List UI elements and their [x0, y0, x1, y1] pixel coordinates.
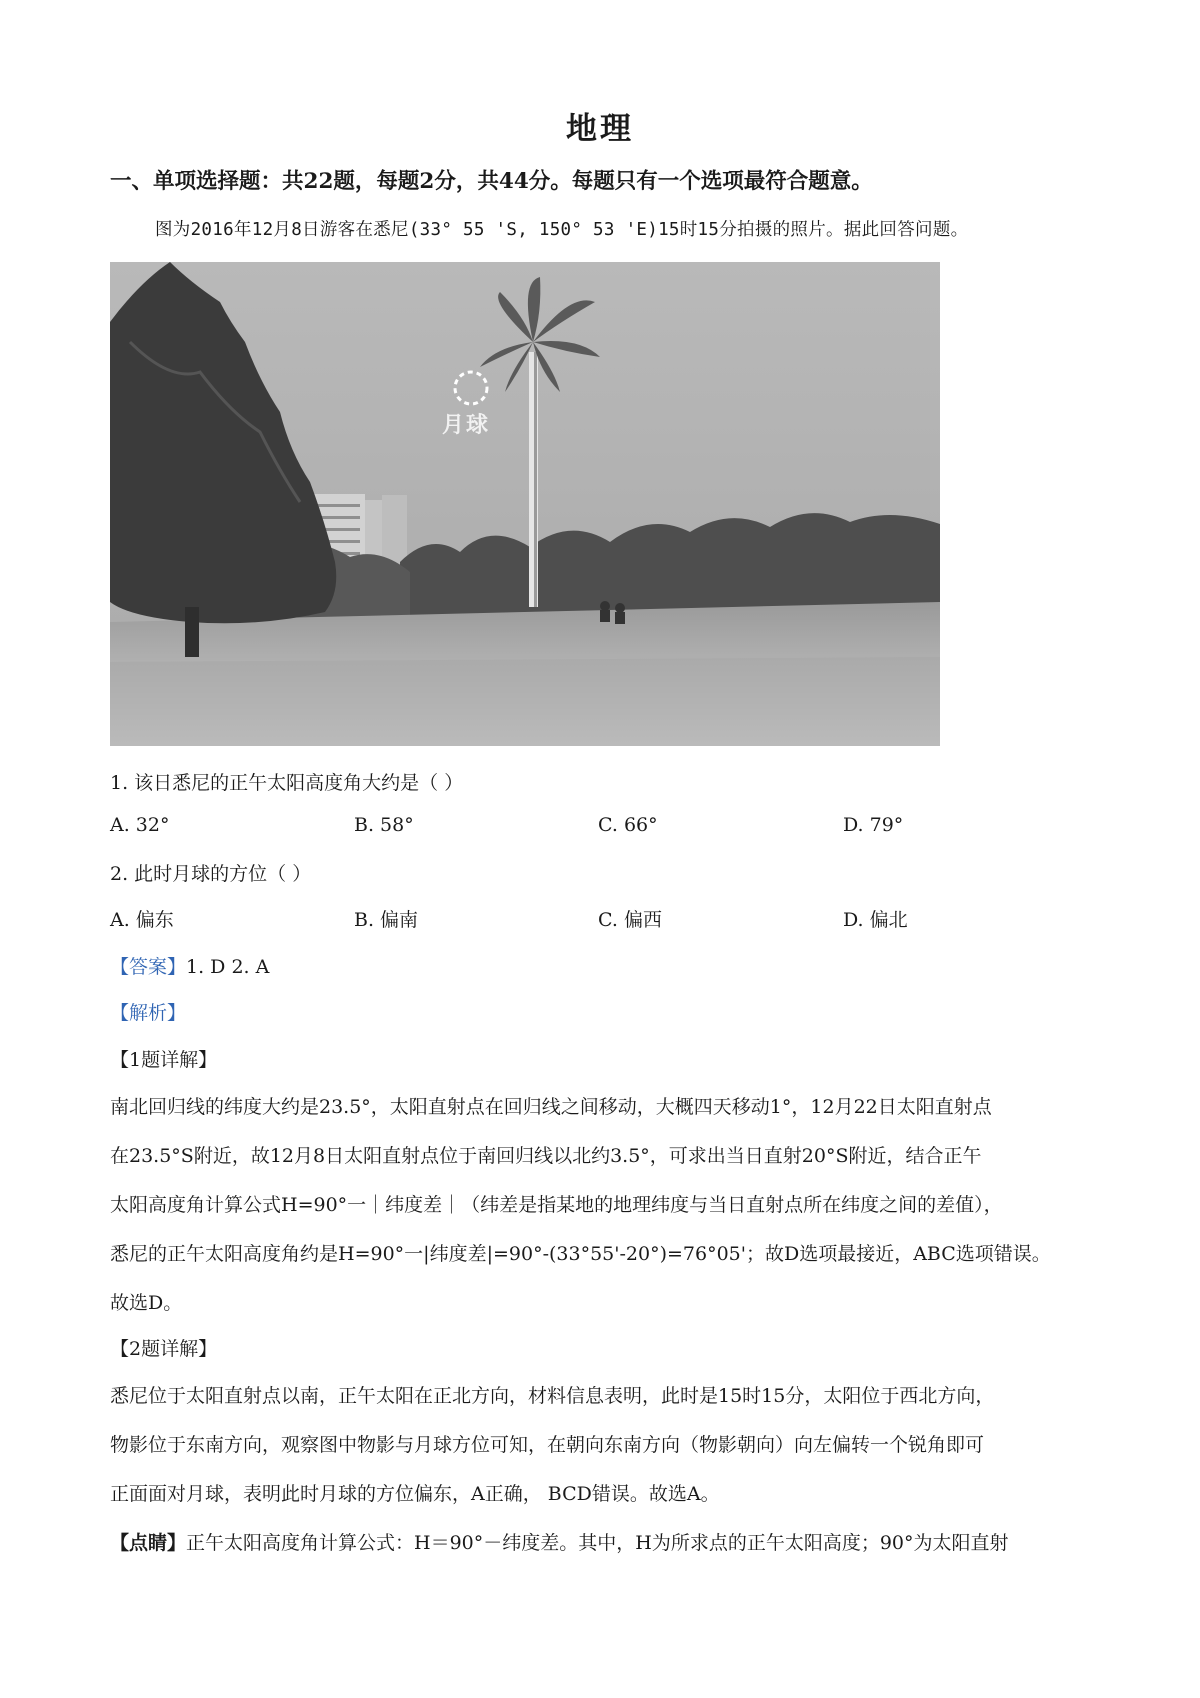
detail-2-line: 悉尼位于太阳直射点以南，正午太阳在正北方向，材料信息表明，此时是15时15分，太阳位于西北方向，: [110, 1385, 995, 1407]
detail-2-line: 正面面对月球，表明此时月球的方位偏东，A正确， BCD错误。故选A。: [110, 1483, 720, 1505]
moon-label: 月球: [442, 413, 491, 438]
answer-text: 1. D 2. A: [186, 956, 270, 978]
detail-1-line: 故选D。: [110, 1292, 183, 1314]
sydney-photo: [110, 262, 940, 746]
detail-1-line: 太阳高度角计算公式H=90°一｜纬度差｜（纬差是指某地的地理纬度与当日直射点所在纬度之间的差值），: [110, 1194, 1003, 1216]
answer-line: [110, 952, 269, 979]
question-1-option-a[interactable]: A. 32°: [110, 814, 170, 836]
question-2-stem: 2. 此时月球的方位（ ）: [110, 863, 312, 885]
question-intro: 图为2016年12月8日游客在悉尼(33° 55 'S, 150° 53 'E)15时15分拍摄的照片。据此回答问题。: [155, 220, 969, 240]
section-heading: 一、单项选择题：共22题，每题2分，共44分。每题只有一个选项最符合题意。: [110, 169, 873, 194]
detail-2-heading: 【2题详解】: [110, 1338, 218, 1360]
question-1-option-d[interactable]: D. 79°: [843, 814, 904, 836]
detail-1-line: 悉尼的正午太阳高度角约是H=90°一|纬度差|=90°-(33°55'-20°)=76°05'；故D选项最接近，ABC选项错误。: [110, 1243, 1051, 1265]
question-2-option-a[interactable]: A. 偏东: [110, 909, 174, 931]
question-1-option-c[interactable]: C. 66°: [598, 814, 658, 836]
question-1-stem: 1. 该日悉尼的正午太阳高度角大约是（ ）: [110, 772, 464, 794]
question-2-option-b[interactable]: B. 偏南: [354, 909, 419, 931]
page-title: 地理: [566, 111, 634, 147]
question-1-option-b[interactable]: B. 58°: [354, 814, 414, 836]
detail-1-heading: 【1题详解】: [110, 1049, 218, 1071]
detail-1-line: 南北回归线的纬度大约是23.5°，太阳直射点在回归线之间移动，大概四天移动1°，12月22日太阳直射点: [110, 1096, 992, 1118]
detail-2-line: 物影位于东南方向，观察图中物影与月球方位可知，在朝向东南方向（物影朝向）向左偏转一个锐角即可: [110, 1434, 985, 1456]
tip-text: 正午太阳高度角计算公式：H＝90°－纬度差。其中，H为所求点的正午太阳高度；90°为太阳直射: [186, 1532, 1009, 1554]
answer-tag: 【答案】: [110, 956, 187, 978]
question-2-option-d[interactable]: D. 偏北: [843, 909, 908, 931]
analysis-tag: 【解析】: [110, 1002, 187, 1024]
question-2-option-c[interactable]: C. 偏西: [598, 909, 662, 931]
tip-tag: 【点睛】: [110, 1532, 187, 1554]
detail-1-line: 在23.5°S附近，故12月8日太阳直射点位于南回归线以北约3.5°，可求出当日直射20°S附近，结合正午: [110, 1145, 982, 1167]
tip-line: [110, 1528, 1009, 1555]
